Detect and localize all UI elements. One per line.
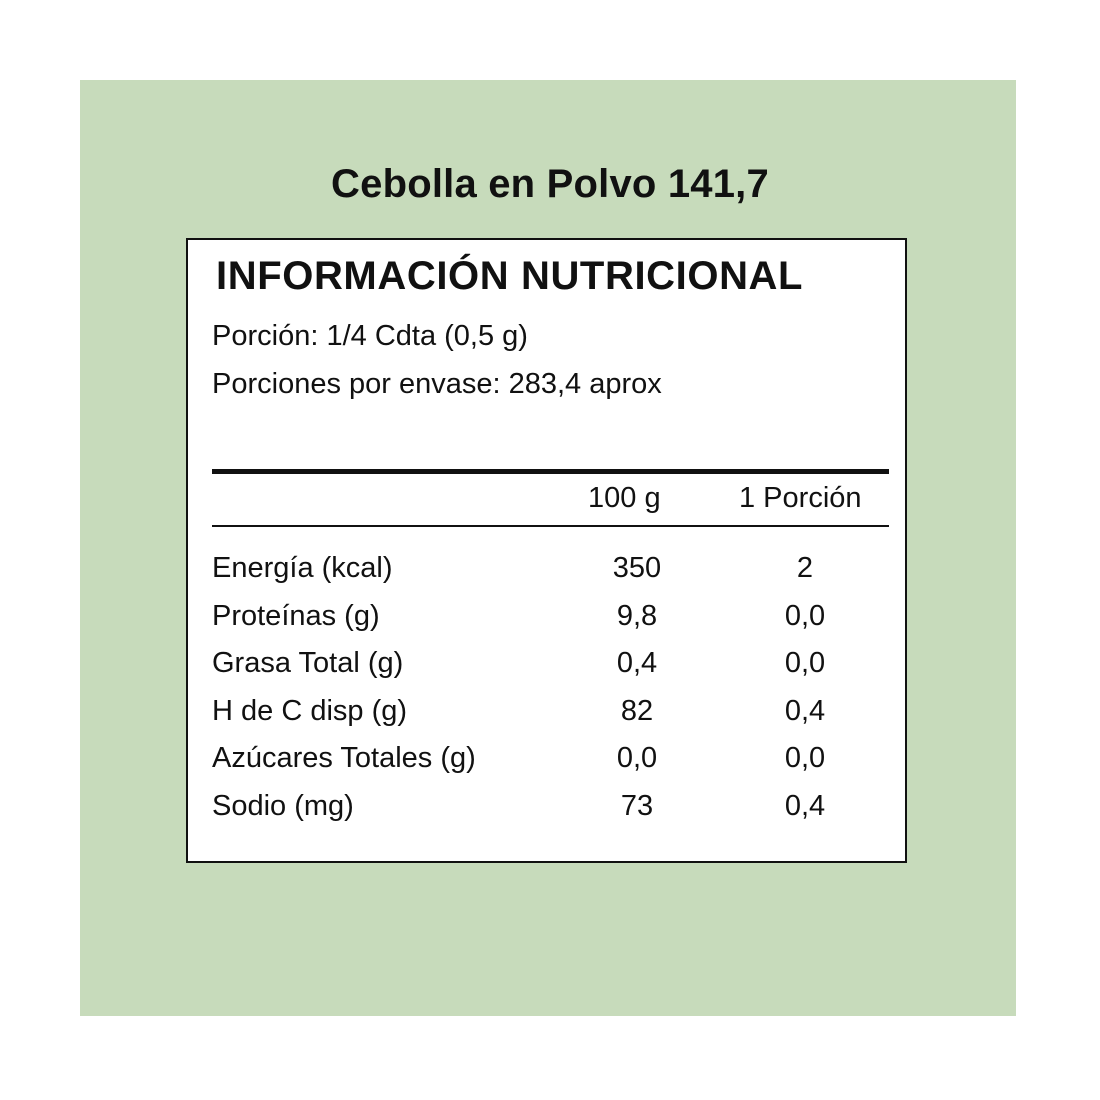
nutrient-value-100g: 9,8 (616, 599, 658, 632)
nutrient-name: Grasa Total (g) (212, 647, 404, 680)
nutrient-value-100g: 73 (620, 789, 654, 822)
nutrient-row-energy (212, 552, 889, 600)
serving-size: Porción: 1/4 Cdta (0,5 g) (212, 320, 528, 352)
nutrient-value-portion: 0,4 (784, 694, 826, 727)
column-header-portion: 1 Porción (739, 482, 862, 514)
nutrient-value-portion: 2 (796, 552, 814, 584)
nutrient-value-100g: 0,0 (616, 742, 658, 775)
nutrient-value-100g: 0,4 (616, 647, 658, 680)
nutrient-table (212, 552, 889, 838)
nutrient-name: Azúcares Totales (g) (212, 742, 476, 775)
nutrient-value-portion: 0,0 (784, 599, 826, 632)
nutrient-value-100g: 82 (620, 694, 654, 727)
servings-per-container: Porciones por envase: 283,4 aprox (212, 368, 662, 400)
product-title: Cebolla en Polvo 141,7 (331, 162, 769, 206)
nutrition-label (186, 238, 907, 863)
nutrient-name: Sodio (mg) (212, 789, 354, 822)
nutrient-row-carbs (212, 695, 889, 743)
nutrient-row-sodium (212, 790, 889, 838)
nutrient-value-100g: 350 (612, 552, 662, 584)
nutrition-label-heading: INFORMACIÓN NUTRICIONAL (216, 254, 804, 298)
nutrient-name: H de C disp (g) (212, 694, 408, 727)
thin-divider (212, 525, 889, 527)
nutrient-value-portion: 0,4 (784, 789, 826, 822)
nutrient-name: Proteínas (g) (212, 599, 380, 632)
nutrient-value-portion: 0,0 (784, 742, 826, 775)
nutrient-row-total-fat (212, 647, 889, 695)
nutrient-row-sugars (212, 742, 889, 790)
nutrient-name: Energía (kcal) (212, 552, 393, 584)
thick-divider (212, 469, 889, 474)
nutrient-value-portion: 0,0 (784, 647, 826, 680)
nutrient-row-protein (212, 600, 889, 648)
column-header-100g: 100 g (588, 482, 661, 514)
